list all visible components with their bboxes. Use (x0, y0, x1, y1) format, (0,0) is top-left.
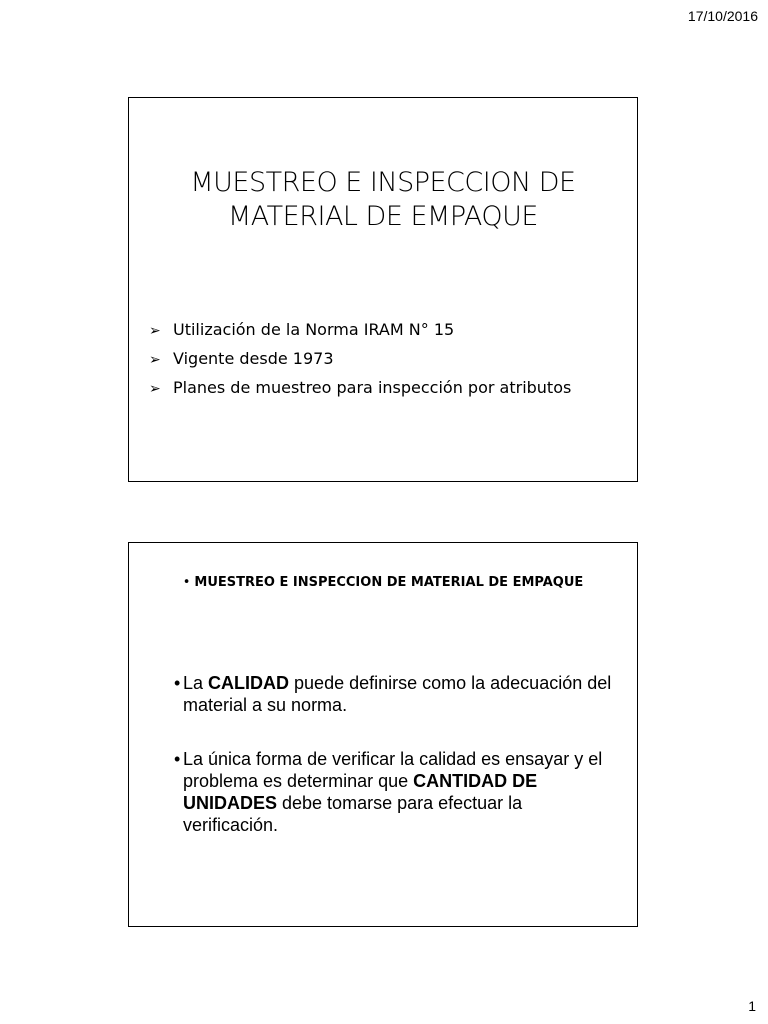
page-number: 1 (748, 998, 756, 1014)
bullet-item (149, 316, 627, 345)
slide-2 (128, 542, 638, 927)
bullet-text: Planes de muestreo para inspección por atributos (173, 378, 572, 397)
arrow-bullet-icon: ➢ (149, 381, 161, 397)
bullet-item (149, 374, 627, 403)
paragraph-1-bold: CALIDAD (208, 673, 290, 693)
slide-1-title-line-2: MATERIAL DE EMPAQUE (228, 201, 538, 232)
bullet-dot-icon: • (174, 749, 181, 769)
bullet-text: Vigente desde 1973 (173, 349, 334, 368)
paragraph-1-text-pre: La (183, 673, 209, 693)
slide-1 (128, 97, 638, 482)
slide-1-title (129, 166, 637, 234)
paragraph-2-text-post: debe tomarse para efectuar la verificación. (183, 793, 523, 835)
paragraph-2-bold: CANTIDAD DE UNIDADES (183, 771, 538, 813)
slide-2-paragraph-1 (174, 672, 619, 716)
slide-2-heading-text: MUESTREO E INSPECCION DE MATERIAL DE EMPAQUE (194, 575, 584, 590)
bullet-text: Utilización de la Norma IRAM N° 15 (173, 320, 455, 339)
slide-2-heading (129, 575, 637, 590)
slide-1-bullet-list (149, 316, 627, 403)
arrow-bullet-icon: ➢ (149, 352, 161, 368)
slide-1-title-line-1: MUESTREO E INSPECCION DE (190, 167, 576, 198)
paragraph-1-text-post: puede definirse como la adecuación del material a su norma. (183, 673, 612, 715)
paragraph-2-text-pre: La única forma de verificar la calidad es ensayar y el problema es determinar que (183, 749, 603, 791)
bullet-item (149, 345, 627, 374)
date-header: 17/10/2016 (687, 8, 758, 24)
arrow-bullet-icon: ➢ (149, 323, 161, 339)
bullet-dot-icon: • (174, 673, 181, 693)
slide-2-paragraph-2 (174, 748, 619, 836)
bullet-dot-icon: • (182, 575, 191, 590)
